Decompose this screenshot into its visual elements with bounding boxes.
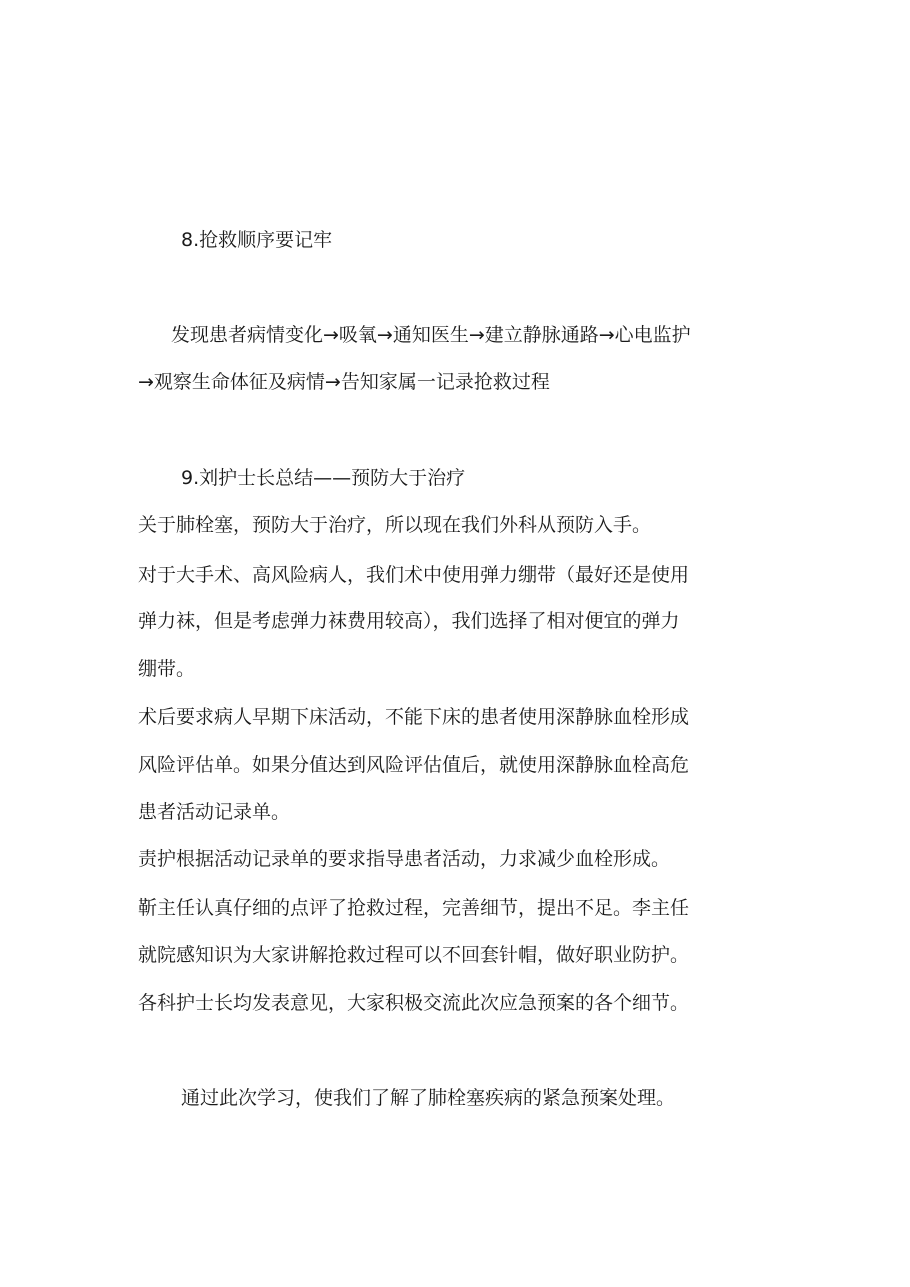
paragraph-line: 风险评估单。如果分值达到风险评估值后，就使用深静脉血栓高危 [138,754,690,776]
paragraph-line: 弹力袜，但是考虑弹力袜费用较高），我们选择了相对便宜的弹力 [138,610,680,632]
paragraph-line: 患者活动记录单。 [138,801,291,823]
rescue-flow-line-1: 发现患者病情变化→吸氧→通知医生→建立静脉通路→心电监护 [171,324,691,346]
paragraph-line: 靳主任认真仔细的点评了抢救过程，完善细节，提出不足。李主任 [138,897,690,919]
section-8-heading: 8.抢救顺序要记牢 [181,229,333,251]
paragraph-line: 术后要求病人早期下床活动，不能下床的患者使用深静脉血栓形成 [138,706,690,728]
paragraph-line: 绷带。 [138,658,196,680]
section-9-heading: 9.刘护士长总结——预防大于治疗 [181,467,466,489]
paragraph-line: 对于大手术、高风险病人，我们术中使用弹力绷带（最好还是使用 [138,564,690,586]
rescue-flow-line-2: →观察生命体征及病情→告知家属一记录抢救过程 [138,371,550,393]
paragraph-line: 责护根据活动记录单的要求指导患者活动，力求减少血栓形成。 [138,848,671,870]
paragraph-line: 就院感知识为大家讲解抢救过程可以不回套针帽，做好职业防护。 [138,944,690,966]
paragraph-line: 各科护士长均发表意见，大家积极交流此次应急预案的各个细节。 [138,992,690,1014]
conclusion-line: 通过此次学习，使我们了解了肺栓塞疾病的紧急预案处理。 [181,1087,676,1109]
paragraph-line: 关于肺栓塞，预防大于治疗，所以现在我们外科从预防入手。 [138,514,652,536]
